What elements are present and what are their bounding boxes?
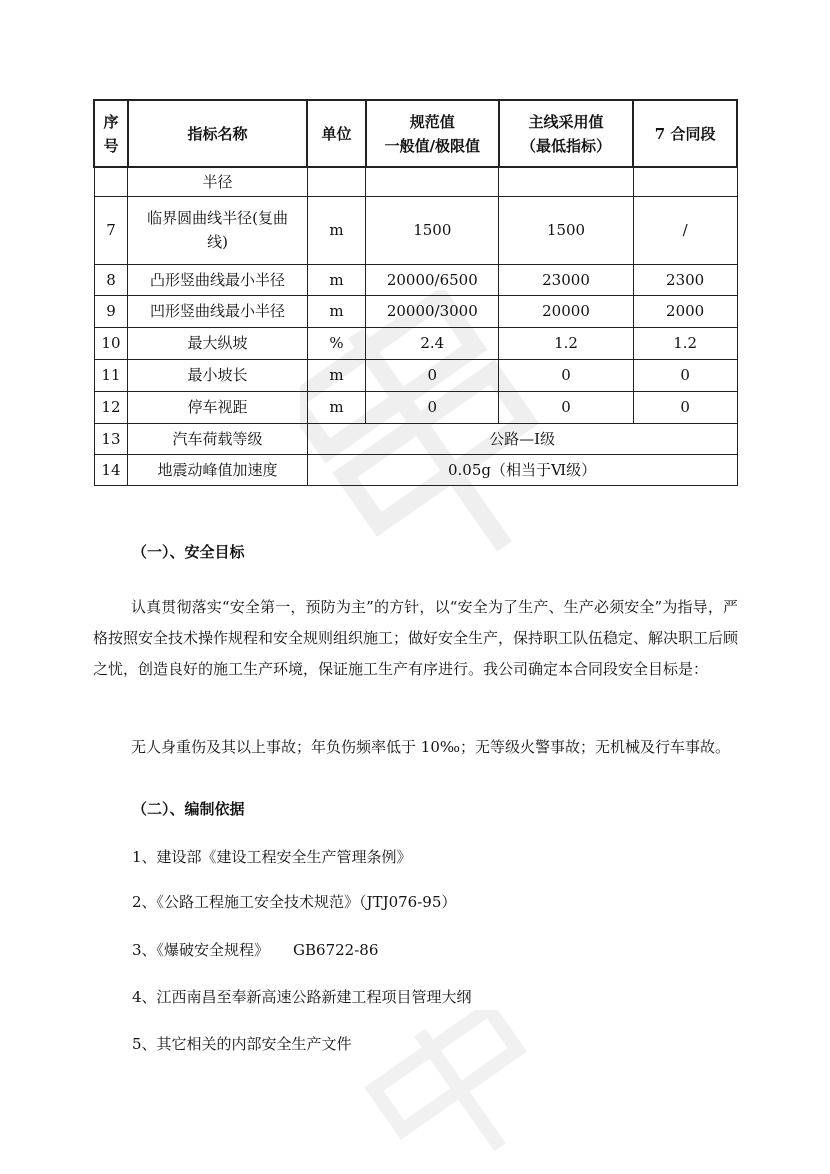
- header-seq: 序 号: [94, 100, 128, 167]
- table-row: 13 汽车荷载等级 公路—Ⅰ级: [94, 423, 737, 454]
- table-row: 10 最大纵坡 % 2.4 1.2 1.2: [94, 327, 737, 359]
- basis-item-5: 5、其它相关的内部安全生产文件: [132, 1035, 352, 1053]
- basis-item-1: 1、建设部《建设工程安全生产管理条例》: [132, 848, 412, 866]
- table-row: 12 停车视距 m 0 0 0: [94, 391, 737, 423]
- section-title-safety-goals: （一）、安全目标: [132, 543, 245, 561]
- header-name: 指标名称: [128, 100, 307, 167]
- table-row: 半径: [94, 167, 737, 196]
- header-contract: 7 合同段: [633, 100, 737, 167]
- basis-item-2: 2、《公路工程施工安全技术规范》（JTJ076-95）: [132, 893, 457, 911]
- table-row: 7 临界圆曲线半径(复曲 线) m 1500 1500 /: [94, 196, 737, 264]
- safety-targets-paragraph: 无人身重伤及其以上事故；年负伤频率低于 10‰；无等级火警事故；无机械及行车事故。: [131, 738, 730, 756]
- table-header-row: [94, 100, 737, 167]
- basis-item-3: 3、《爆破安全规程》 GB6722-86: [132, 941, 379, 959]
- table-row: 11 最小坡长 m 0 0 0: [94, 359, 737, 391]
- basis-item-4: 4、江西南昌至奉新高速公路新建工程项目管理大纲: [132, 988, 472, 1006]
- table-row: 14 地震动峰值加速度 0.05g（相当于Ⅵ级）: [94, 454, 737, 485]
- header-main: 主线采用值 （最低指标）: [499, 100, 634, 167]
- header-unit: 单位: [307, 100, 366, 167]
- spec-table: [93, 99, 738, 486]
- watermark-graphic-lower: [360, 1010, 560, 1170]
- safety-goals-paragraph: 认真贯彻落实“安全第一，预防为主”的方针，以“安全为了生产、生产必须安全”为指导，严格按照安全技术操作规程和安全规则组织施工；做好安全生产，保持职工队伍稳定、解决职工后顾之忧，创造良好的施工生产环境，保证施工生产有序进行。我公司确定本合同段安全目标是：: [93, 598, 739, 678]
- section-title-basis: （二）、编制依据: [132, 800, 245, 818]
- table-row: 8 凸形竖曲线最小半径 m 20000/6500 23000 2300: [94, 264, 737, 295]
- table-row: 9 凹形竖曲线最小半径 m 20000/3000 20000 2000: [94, 295, 737, 327]
- header-spec: 规范值 一般值/极限值: [366, 100, 499, 167]
